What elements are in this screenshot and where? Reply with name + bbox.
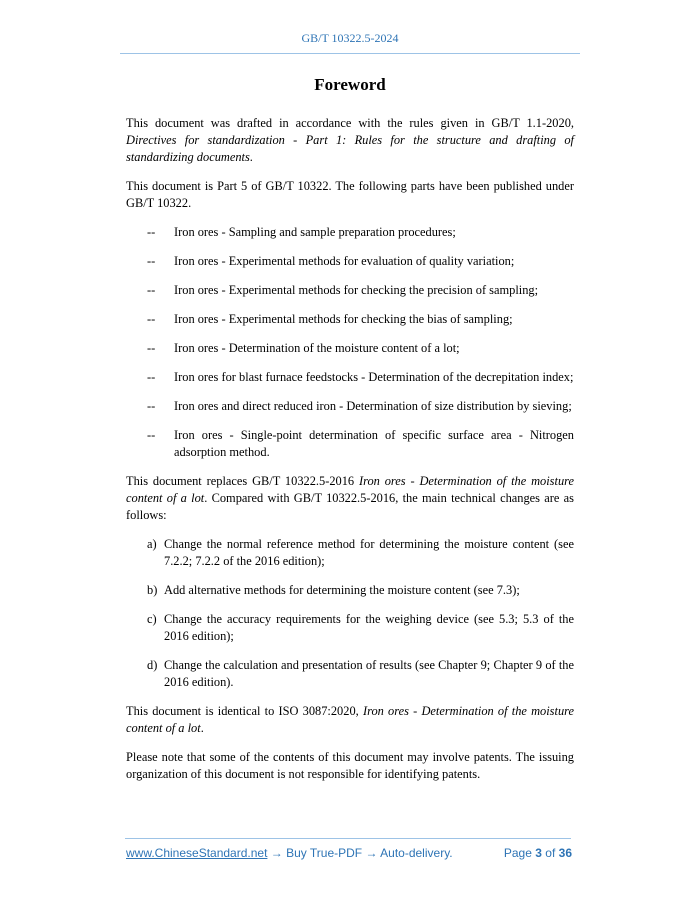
running-header: GB/T 10322.5-2024 bbox=[301, 31, 399, 45]
page-footer bbox=[126, 846, 572, 864]
list-item: b) Add alternative methods for determining the moisture content (see 7.3); bbox=[147, 583, 520, 597]
list-item: -- Iron ores - Experimental methods for evaluation of quality variation; bbox=[147, 254, 515, 268]
technical-changes-list bbox=[126, 536, 574, 691]
current-page-number: 3 bbox=[535, 846, 542, 860]
arrow-right-icon: → bbox=[365, 846, 378, 860]
total-pages-number: 36 bbox=[558, 846, 572, 860]
list-item: a) Change the normal reference method for determining the moisture content (see 7.2.2; 7.2.2 of the 2016 edition); bbox=[147, 537, 574, 568]
patent-notice-paragraph: Please note that some of the contents of this document may involve patents. The issuing organization of this document is not responsible for identifying patents. bbox=[126, 750, 574, 781]
list-item: -- Iron ores - Experimental methods for checking the bias of sampling; bbox=[147, 312, 513, 326]
arrow-right-icon: → bbox=[270, 846, 283, 860]
buy-pdf-text: Buy True-PDF bbox=[286, 846, 363, 860]
page-indicator: Page 3 of 36 bbox=[503, 846, 572, 860]
published-parts-list bbox=[126, 224, 574, 461]
list-item: -- Iron ores and direct reduced iron - Determination of size distribution by sieving; bbox=[147, 399, 572, 413]
list-item: -- Iron ores - Sampling and sample preparation procedures; bbox=[147, 225, 456, 239]
header-divider bbox=[120, 53, 580, 54]
list-item: c) Change the accuracy requirements for the weighing device (see 5.3; 5.3 of the 2016 edition); bbox=[147, 612, 574, 643]
list-item: -- Iron ores - Experimental methods for checking the precision of sampling; bbox=[147, 283, 539, 297]
page-title: Foreword bbox=[314, 75, 386, 94]
list-item: -- Iron ores for blast furnace feedstocks - Determination of the decrepitation index; bbox=[147, 370, 574, 384]
iso-identity-paragraph: This document is identical to ISO 3087:2020, Iron ores - Determination of the moisture content of a lot. bbox=[126, 704, 575, 735]
document-body bbox=[126, 115, 574, 795]
footer-links bbox=[126, 846, 453, 860]
site-link[interactable]: www.ChineseStandard.net bbox=[126, 846, 268, 860]
replacement-paragraph: This document replaces GB/T 10322.5-2016 Iron ores - Determination of the moisture content of a lot. Compared with GB/T 10322.5-2016, the main technical changes are as follows: bbox=[126, 474, 575, 522]
drafting-rules-paragraph: This document was drafted in accordance with the rules given in GB/T 1.1-2020, Directives for standardization - Part 1: Rules for the structure and drafting of standardizing documents. bbox=[126, 116, 574, 164]
list-item: -- Iron ores - Determination of the moisture content of a lot; bbox=[147, 341, 460, 355]
footer-divider bbox=[125, 838, 571, 839]
list-item: -- Iron ores - Single-point determination of specific surface area - Nitrogen adsorption method. bbox=[147, 428, 574, 459]
parts-intro-paragraph: This document is Part 5 of GB/T 10322. The following parts have been published under GB/T 10322. bbox=[126, 179, 574, 210]
auto-delivery-text: Auto-delivery. bbox=[380, 846, 453, 860]
list-item: d) Change the calculation and presentation of results (see Chapter 9; Chapter 9 of the 2016 edition). bbox=[147, 658, 574, 689]
